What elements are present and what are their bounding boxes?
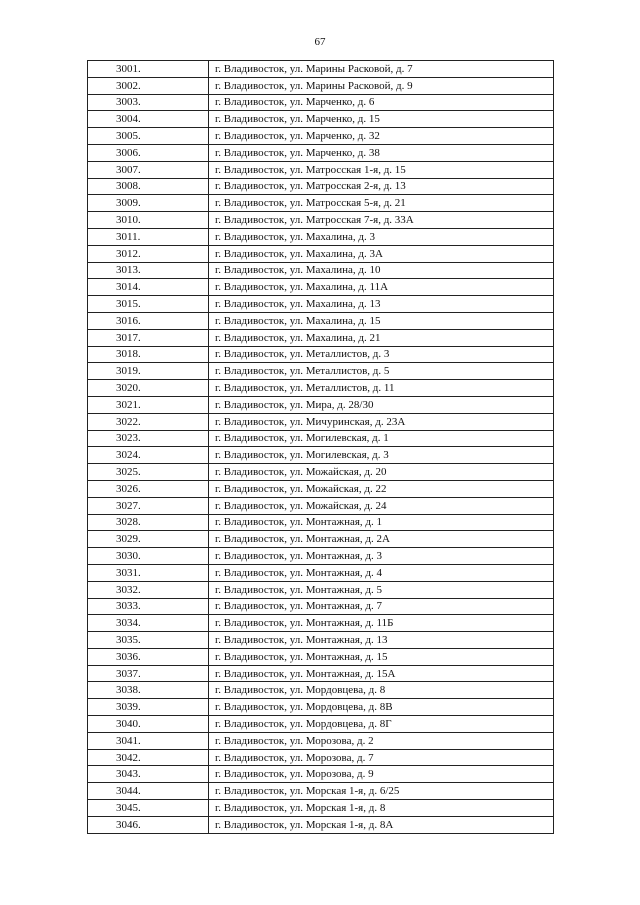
- address-cell: г. Владивосток, ул. Можайская, д. 20: [209, 464, 554, 481]
- row-number-cell: 3030.: [88, 548, 209, 565]
- row-number-cell: 3044.: [88, 783, 209, 800]
- row-number-cell: 3020.: [88, 380, 209, 397]
- row-number-cell: 3021.: [88, 396, 209, 413]
- address-cell: г. Владивосток, ул. Монтажная, д. 1: [209, 514, 554, 531]
- address-cell: г. Владивосток, ул. Морозова, д. 7: [209, 749, 554, 766]
- table-row: [88, 682, 554, 699]
- table-row: [88, 396, 554, 413]
- table-row: [88, 699, 554, 716]
- address-table-body: [88, 61, 554, 834]
- address-cell: г. Владивосток, ул. Можайская, д. 22: [209, 480, 554, 497]
- address-cell: г. Владивосток, ул. Металлистов, д. 5: [209, 363, 554, 380]
- page-number: 67: [314, 36, 326, 48]
- table-row: [88, 128, 554, 145]
- address-cell: г. Владивосток, ул. Марченко, д. 38: [209, 144, 554, 161]
- address-cell: г. Владивосток, ул. Мира, д. 28/30: [209, 396, 554, 413]
- row-number-cell: 3013.: [88, 262, 209, 279]
- table-row: [88, 363, 554, 380]
- table-row: [88, 497, 554, 514]
- row-number-cell: 3039.: [88, 699, 209, 716]
- address-cell: г. Владивосток, ул. Махалина, д. 10: [209, 262, 554, 279]
- table-row: [88, 615, 554, 632]
- row-number-cell: 3010.: [88, 212, 209, 229]
- row-number-cell: 3045.: [88, 800, 209, 817]
- table-row: [88, 380, 554, 397]
- table-row: [88, 346, 554, 363]
- table-row: [88, 732, 554, 749]
- row-number-cell: 3022.: [88, 413, 209, 430]
- row-number-cell: 3042.: [88, 749, 209, 766]
- table-row: [88, 161, 554, 178]
- row-number-cell: 3033.: [88, 598, 209, 615]
- address-cell: г. Владивосток, ул. Мордовцева, д. 8: [209, 682, 554, 699]
- table-row: [88, 531, 554, 548]
- address-cell: г. Владивосток, ул. Могилевская, д. 1: [209, 430, 554, 447]
- row-number-cell: 3002.: [88, 77, 209, 94]
- address-cell: г. Владивосток, ул. Монтажная, д. 7: [209, 598, 554, 615]
- address-cell: г. Владивосток, ул. Матросская 5-я, д. 21: [209, 195, 554, 212]
- row-number-cell: 3001.: [88, 61, 209, 78]
- table-row: [88, 430, 554, 447]
- address-cell: г. Владивосток, ул. Монтажная, д. 13: [209, 632, 554, 649]
- table-row: [88, 716, 554, 733]
- row-number-cell: 3029.: [88, 531, 209, 548]
- row-number-cell: 3004.: [88, 111, 209, 128]
- row-number-cell: 3008.: [88, 178, 209, 195]
- table-row: [88, 514, 554, 531]
- row-number-cell: 3041.: [88, 732, 209, 749]
- address-cell: г. Владивосток, ул. Могилевская, д. 3: [209, 447, 554, 464]
- table-row: [88, 749, 554, 766]
- table-row: [88, 195, 554, 212]
- row-number-cell: 3007.: [88, 161, 209, 178]
- row-number-cell: 3037.: [88, 665, 209, 682]
- address-cell: г. Владивосток, ул. Матросская 2-я, д. 13: [209, 178, 554, 195]
- row-number-cell: 3043.: [88, 766, 209, 783]
- address-cell: г. Владивосток, ул. Махалина, д. 21: [209, 329, 554, 346]
- address-cell: г. Владивосток, ул. Мордовцева, д. 8Г: [209, 716, 554, 733]
- table-row: [88, 144, 554, 161]
- row-number-cell: 3040.: [88, 716, 209, 733]
- address-cell: г. Владивосток, ул. Марины Расковой, д. 9: [209, 77, 554, 94]
- table-row: [88, 766, 554, 783]
- table-row: [88, 548, 554, 565]
- row-number-cell: 3023.: [88, 430, 209, 447]
- table-row: [88, 279, 554, 296]
- row-number-cell: 3009.: [88, 195, 209, 212]
- address-cell: г. Владивосток, ул. Матросская 7-я, д. 33А: [209, 212, 554, 229]
- address-cell: г. Владивосток, ул. Можайская, д. 24: [209, 497, 554, 514]
- table-row: [88, 245, 554, 262]
- table-row: [88, 212, 554, 229]
- address-cell: г. Владивосток, ул. Махалина, д. 15: [209, 312, 554, 329]
- table-row: [88, 77, 554, 94]
- table-row: [88, 296, 554, 313]
- table-row: [88, 178, 554, 195]
- row-number-cell: 3026.: [88, 480, 209, 497]
- table-row: [88, 581, 554, 598]
- address-cell: г. Владивосток, ул. Монтажная, д. 4: [209, 564, 554, 581]
- table-row: [88, 111, 554, 128]
- row-number-cell: 3012.: [88, 245, 209, 262]
- table-row: [88, 447, 554, 464]
- row-number-cell: 3017.: [88, 329, 209, 346]
- address-cell: г. Владивосток, ул. Марины Расковой, д. 7: [209, 61, 554, 78]
- table-row: [88, 61, 554, 78]
- table-row: [88, 413, 554, 430]
- table-row: [88, 312, 554, 329]
- address-cell: г. Владивосток, ул. Металлистов, д. 11: [209, 380, 554, 397]
- address-cell: г. Владивосток, ул. Монтажная, д. 5: [209, 581, 554, 598]
- row-number-cell: 3025.: [88, 464, 209, 481]
- table-row: [88, 783, 554, 800]
- address-cell: г. Владивосток, ул. Монтажная, д. 2А: [209, 531, 554, 548]
- row-number-cell: 3028.: [88, 514, 209, 531]
- address-cell: г. Владивосток, ул. Монтажная, д. 11Б: [209, 615, 554, 632]
- table-row: [88, 648, 554, 665]
- table-row: [88, 632, 554, 649]
- address-cell: г. Владивосток, ул. Мичуринская, д. 23А: [209, 413, 554, 430]
- row-number-cell: 3006.: [88, 144, 209, 161]
- address-cell: г. Владивосток, ул. Махалина, д. 11А: [209, 279, 554, 296]
- row-number-cell: 3035.: [88, 632, 209, 649]
- address-table: [87, 60, 554, 834]
- row-number-cell: 3024.: [88, 447, 209, 464]
- address-cell: г. Владивосток, ул. Матросская 1-я, д. 15: [209, 161, 554, 178]
- table-row: [88, 564, 554, 581]
- table-row: [88, 816, 554, 833]
- address-cell: г. Владивосток, ул. Морозова, д. 2: [209, 732, 554, 749]
- address-cell: г. Владивосток, ул. Махалина, д. 3: [209, 228, 554, 245]
- row-number-cell: 3038.: [88, 682, 209, 699]
- address-cell: г. Владивосток, ул. Монтажная, д. 15: [209, 648, 554, 665]
- row-number-cell: 3015.: [88, 296, 209, 313]
- table-row: [88, 464, 554, 481]
- row-number-cell: 3003.: [88, 94, 209, 111]
- address-cell: г. Владивосток, ул. Морозова, д. 9: [209, 766, 554, 783]
- table-row: [88, 800, 554, 817]
- row-number-cell: 3036.: [88, 648, 209, 665]
- address-cell: г. Владивосток, ул. Металлистов, д. 3: [209, 346, 554, 363]
- row-number-cell: 3016.: [88, 312, 209, 329]
- row-number-cell: 3011.: [88, 228, 209, 245]
- table-row: [88, 262, 554, 279]
- address-cell: г. Владивосток, ул. Мордовцева, д. 8В: [209, 699, 554, 716]
- address-cell: г. Владивосток, ул. Махалина, д. 13: [209, 296, 554, 313]
- address-cell: г. Владивосток, ул. Марченко, д. 15: [209, 111, 554, 128]
- row-number-cell: 3034.: [88, 615, 209, 632]
- table-row: [88, 665, 554, 682]
- row-number-cell: 3031.: [88, 564, 209, 581]
- address-cell: г. Владивосток, ул. Монтажная, д. 3: [209, 548, 554, 565]
- address-cell: г. Владивосток, ул. Марченко, д. 6: [209, 94, 554, 111]
- address-cell: г. Владивосток, ул. Морская 1-я, д. 8А: [209, 816, 554, 833]
- row-number-cell: 3046.: [88, 816, 209, 833]
- row-number-cell: 3027.: [88, 497, 209, 514]
- address-cell: г. Владивосток, ул. Махалина, д. 3А: [209, 245, 554, 262]
- table-row: [88, 329, 554, 346]
- address-cell: г. Владивосток, ул. Морская 1-я, д. 6/25: [209, 783, 554, 800]
- table-row: [88, 598, 554, 615]
- table-row: [88, 480, 554, 497]
- row-number-cell: 3032.: [88, 581, 209, 598]
- address-cell: г. Владивосток, ул. Монтажная, д. 15А: [209, 665, 554, 682]
- address-cell: г. Владивосток, ул. Марченко, д. 32: [209, 128, 554, 145]
- address-cell: г. Владивосток, ул. Морская 1-я, д. 8: [209, 800, 554, 817]
- row-number-cell: 3005.: [88, 128, 209, 145]
- row-number-cell: 3019.: [88, 363, 209, 380]
- table-row: [88, 228, 554, 245]
- table-row: [88, 94, 554, 111]
- row-number-cell: 3018.: [88, 346, 209, 363]
- row-number-cell: 3014.: [88, 279, 209, 296]
